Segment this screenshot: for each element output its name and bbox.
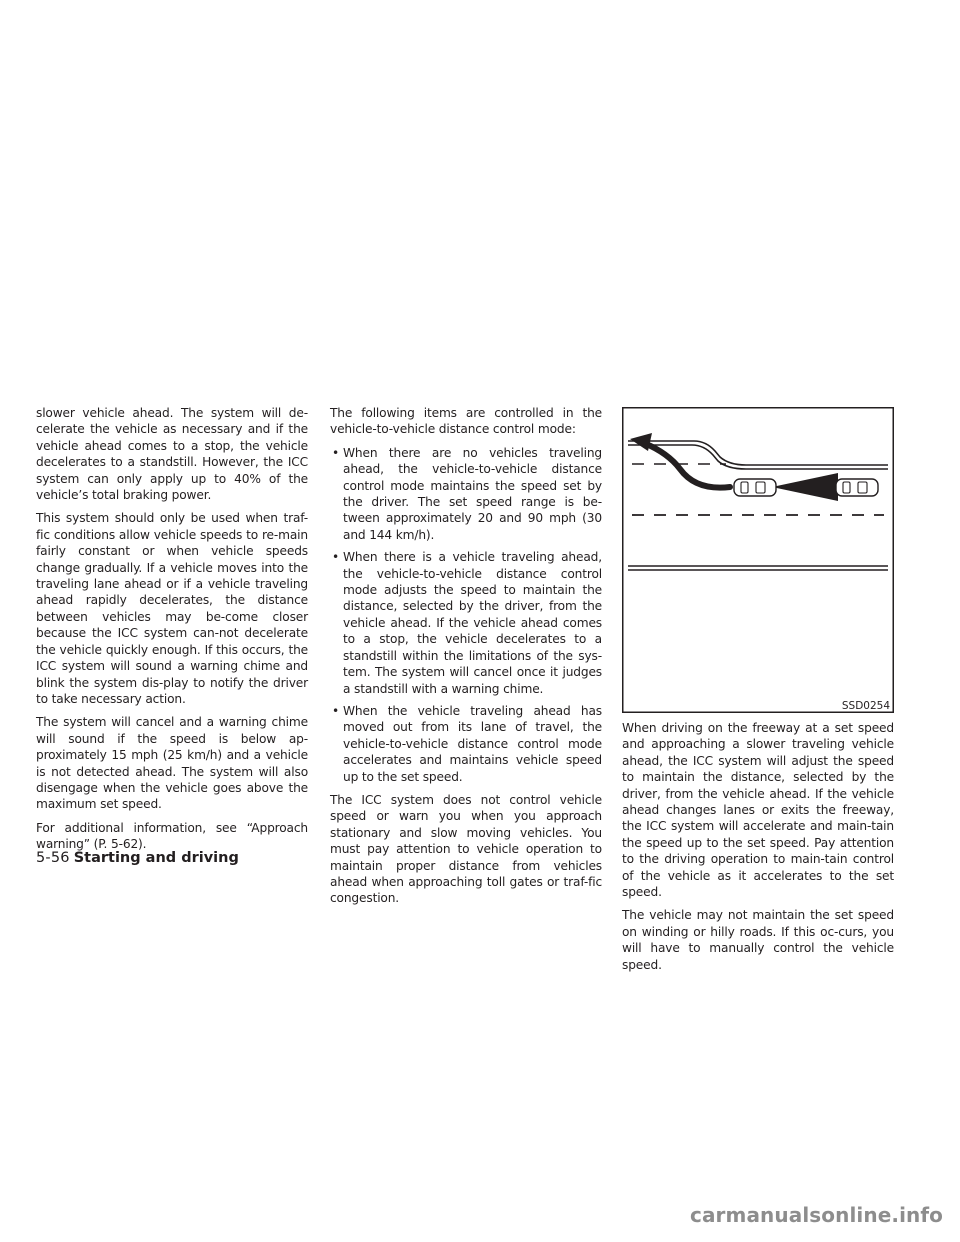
watermark-link[interactable]: carmanualsonline.info xyxy=(690,1203,944,1227)
paragraph: The vehicle may not maintain the set speed on winding or hilly roads. If this oc-curs, you will have to manually control the vehicle speed. xyxy=(622,908,894,972)
own-vehicle-icon xyxy=(734,479,776,496)
icc-diagram-figure xyxy=(622,407,894,713)
paragraph: The system will cancel and a warning chime will sound if the speed is below ap-proximately 15 mph (25 km/h) and a vehicle is not detected ahead. The system will also disengage when the vehicle goes above the maximum set speed. xyxy=(36,715,308,812)
text-column-middle xyxy=(330,405,602,914)
paragraph: The ICC system does not control vehicle speed or warn you when you approach stationary and slow moving vehicles. You must pay attention to vehicle operation to maintain proper distance from vehicles ahead when approaching toll gates or traf-fic congestion. xyxy=(330,792,602,906)
text-column-left xyxy=(36,405,308,860)
bullet-icon: • xyxy=(332,445,340,460)
bullet-list xyxy=(330,445,602,785)
paragraph: When driving on the freeway at a set speed and approaching a slower traveling vehicle ahead, the ICC system will adjust the speed to maintain the distance, selected by the driver, from the vehicle ahead. If the vehicle ahead changes lanes or exits the freeway, the ICC system will accelerate and main-tain the speed up to the set speed. Pay attention to the driving operation to main-tain control of the vehicle as it accelerates to the set speed. xyxy=(622,721,894,900)
paragraph: This system should only be used when traf-fic conditions allow vehicle speeds to re-main fairly constant or when vehicle speeds change gradually. If a vehicle moves into the traveling lane ahead or if a vehicle traveling ahead rapidly decelerates, the distance between vehicles may be-come closer because the ICC system can-not decelerate the vehicle quickly enough. If this occurs, the ICC system will sound a warning chime and blink the system dis-play to notify the driver to take necessary action. xyxy=(36,511,308,706)
paragraph: The following items are controlled in the vehicle-to-vehicle distance control mode: xyxy=(330,406,602,437)
list-item-text: When there are no vehicles traveling ahead, the vehicle-to-vehicle distance control mode maintains the speed set by the driver. The set speed range is be-tween approximately 20 and 90 mph (30 and 144 km/h). xyxy=(343,445,602,542)
vehicle-ahead-icon xyxy=(836,479,878,496)
list-item xyxy=(330,445,602,543)
text-column-right xyxy=(622,720,894,980)
page-footer xyxy=(36,849,239,867)
road-diagram xyxy=(622,407,894,713)
section-title: Starting and driving xyxy=(73,850,239,866)
bullet-icon: • xyxy=(332,550,340,565)
paragraph: slower vehicle ahead. The system will de-celerate the vehicle as necessary and if the vehicle ahead comes to a stop, the vehicle decelerates to a standstill. However, the ICC system can only apply up to 40% of the vehicle’s total braking power. xyxy=(36,406,308,503)
paragraph: For additional information, see “Approach warning” (P. 5-62). xyxy=(36,820,308,852)
page-number: 5-56 xyxy=(36,850,70,866)
list-item-text: When there is a vehicle traveling ahead, the vehicle-to-vehicle distance control mode adjusts the speed to maintain the distance, selected by the driver, from the vehicle ahead. If the vehicle ahead comes to a stop, the vehicle decelerates to a standstill within the limitations of the sys-tem. The system will cancel once it judges a standstill with a warning chime. xyxy=(343,550,602,696)
list-item xyxy=(330,549,602,697)
bullet-icon: • xyxy=(332,703,340,718)
figure-code: SSD0254 xyxy=(841,700,890,712)
list-item xyxy=(330,703,602,785)
list-item-text: When the vehicle traveling ahead has moved out from its lane of travel, the vehicle-to-vehicle distance control mode accelerates and maintains vehicle speed up to the set speed. xyxy=(343,703,602,784)
